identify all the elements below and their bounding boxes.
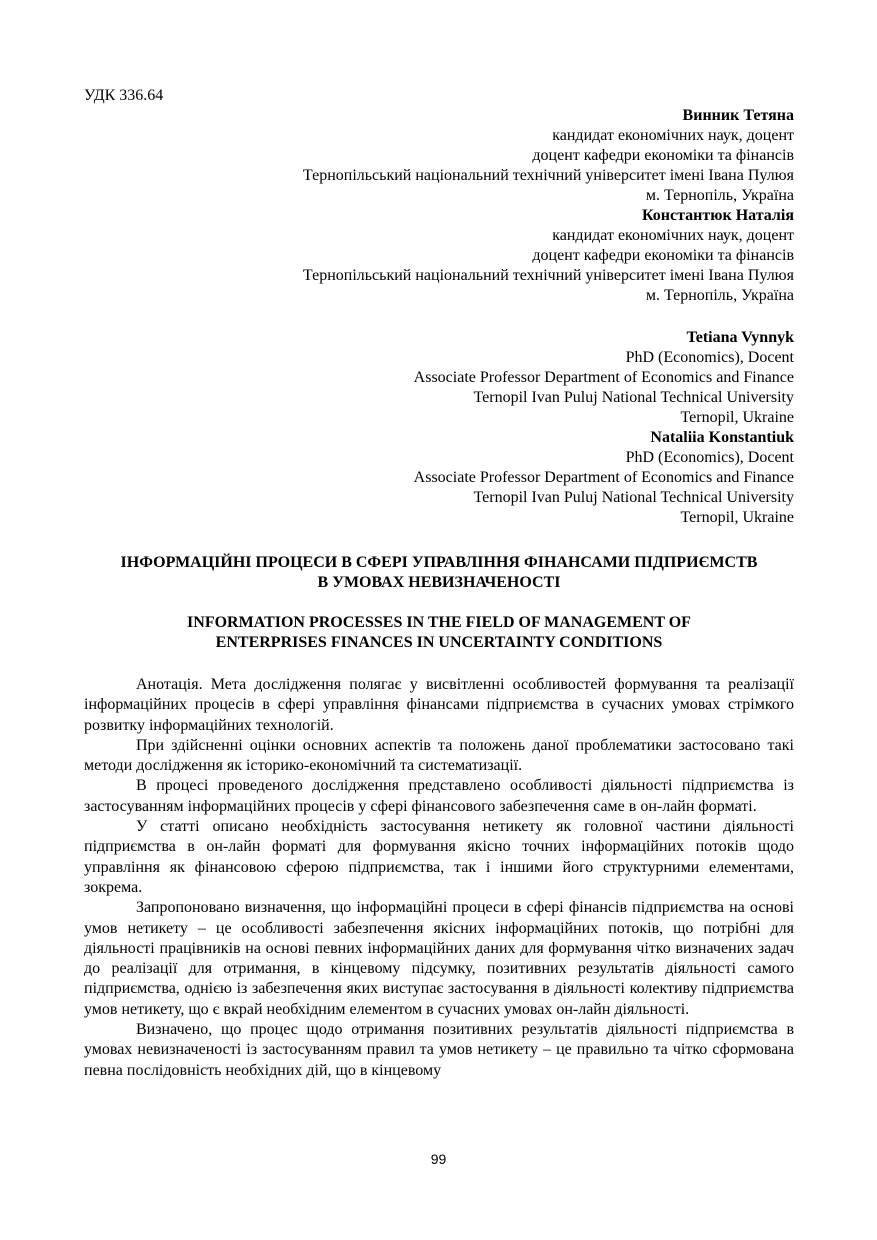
author-university: Ternopil Ivan Puluj National Technical University (473, 389, 794, 406)
author-position: доцент кафедри економіки та фінансів (532, 147, 794, 164)
abstract-paragraph: У статті описано необхідність застосування нетикету як головної частини діяльності підприємства в он-лайн форматі для формування якісно точних інформаційних потоків щодо управління як фінансовою сферою підприємства, так і іншими його структурними елементами, зокрема. (84, 818, 794, 896)
page-number: 99 (430, 1151, 447, 1167)
author-block (303, 106, 794, 206)
abstract-paragraph: Визначено, що процес щодо отримання позитивних результатів діяльності підприємства в умовах невизначеності із застосуванням правил та умов нетикету – це правильно та чітко сформована певна послідовність необхідних дій, що в кінцевому (84, 1021, 794, 1079)
author-position: Associate Professor Department of Economics and Finance (413, 369, 794, 386)
author-city: м. Тернопіль, Україна (645, 187, 794, 204)
author-university: Ternopil Ivan Puluj National Technical University (473, 489, 794, 506)
author-degree: PhD (Economics), Docent (625, 449, 794, 466)
abstract-paragraph: В процесі проведеного дослідження представлено особливості діяльності підприємства із застосуванням інформаційних процесів у сфері фінансового забезпечення саме в он-лайн форматі. (84, 777, 794, 815)
author-name: Винник Тетяна (682, 107, 794, 124)
author-degree: кандидат економічних наук, доцент (552, 127, 794, 144)
title-line: INFORMATION PROCESSES IN THE FIELD OF MANAGEMENT OF (187, 614, 691, 631)
author-university: Тернопільський національний технічний університет імені Івана Пулюя (302, 167, 794, 184)
authors-ukrainian (303, 106, 794, 306)
title-line: ENTERPRISES FINANCES IN UNCERTAINTY CONDITIONS (215, 634, 663, 651)
author-position: доцент кафедри економіки та фінансів (532, 247, 794, 264)
author-university: Тернопільський національний технічний університет імені Івана Пулюя (302, 267, 794, 284)
author-block (303, 206, 794, 306)
udk-code: УДК 336.64 (84, 87, 164, 104)
author-name: Константюк Наталія (641, 207, 794, 224)
author-degree: кандидат економічних наук, доцент (552, 227, 794, 244)
abstract (84, 675, 794, 1081)
title-line: В УМОВАХ НЕВИЗНАЧЕНОСТІ (317, 574, 561, 591)
author-position: Associate Professor Department of Economics and Finance (413, 469, 794, 486)
author-name: Tetiana Vynnyk (686, 329, 794, 346)
abstract-paragraph: При здійсненні оцінки основних аспектів та положень даної проблематики застосовано такі методи дослідження як історико-економічний та систематизації. (84, 736, 794, 775)
title-line: ІНФОРМАЦІЙНІ ПРОЦЕСИ В СФЕРІ УПРАВЛІННЯ ФІНАНСАМИ ПІДПРИЄМСТВ (120, 554, 758, 571)
author-city: Ternopil, Ukraine (680, 409, 794, 426)
author-block (414, 428, 794, 528)
abstract-paragraph: Анотація. Мета дослідження полягає у висвітленні особливостей формування та реалізації інформаційних процесів в сфері управління фінансами підприємства в сучасних умовах стрімкого розвитку інформаційних технологій. (84, 676, 794, 734)
abstract-paragraph: Запропоновано визначення, що інформаційні процеси в сфері фінансів підприємства на основі умов нетикету – це особливості забезпечення якісних інформаційних потоків, що потрібні для діяльності працівників на основі певних інформаційних даних для формування чітко визначених задач до реалізації для отримання, в кінцевому підсумку, позитивних результатів діяльності самого підприємства, однією із забезпечення яких виступає застосування в діяльності колективу підприємства умов нетикету, що є вкрай необхідним елементом в сучасних умовах он-лайн діяльності. (84, 899, 794, 1018)
article-title-english (84, 613, 794, 653)
article-title-ukrainian (84, 553, 794, 593)
author-block (414, 328, 794, 428)
author-city: м. Тернопіль, Україна (645, 287, 794, 304)
author-city: Ternopil, Ukraine (680, 509, 794, 526)
authors-english (414, 328, 794, 528)
author-name: Nataliia Konstantiuk (650, 429, 794, 446)
author-degree: PhD (Economics), Docent (625, 349, 794, 366)
